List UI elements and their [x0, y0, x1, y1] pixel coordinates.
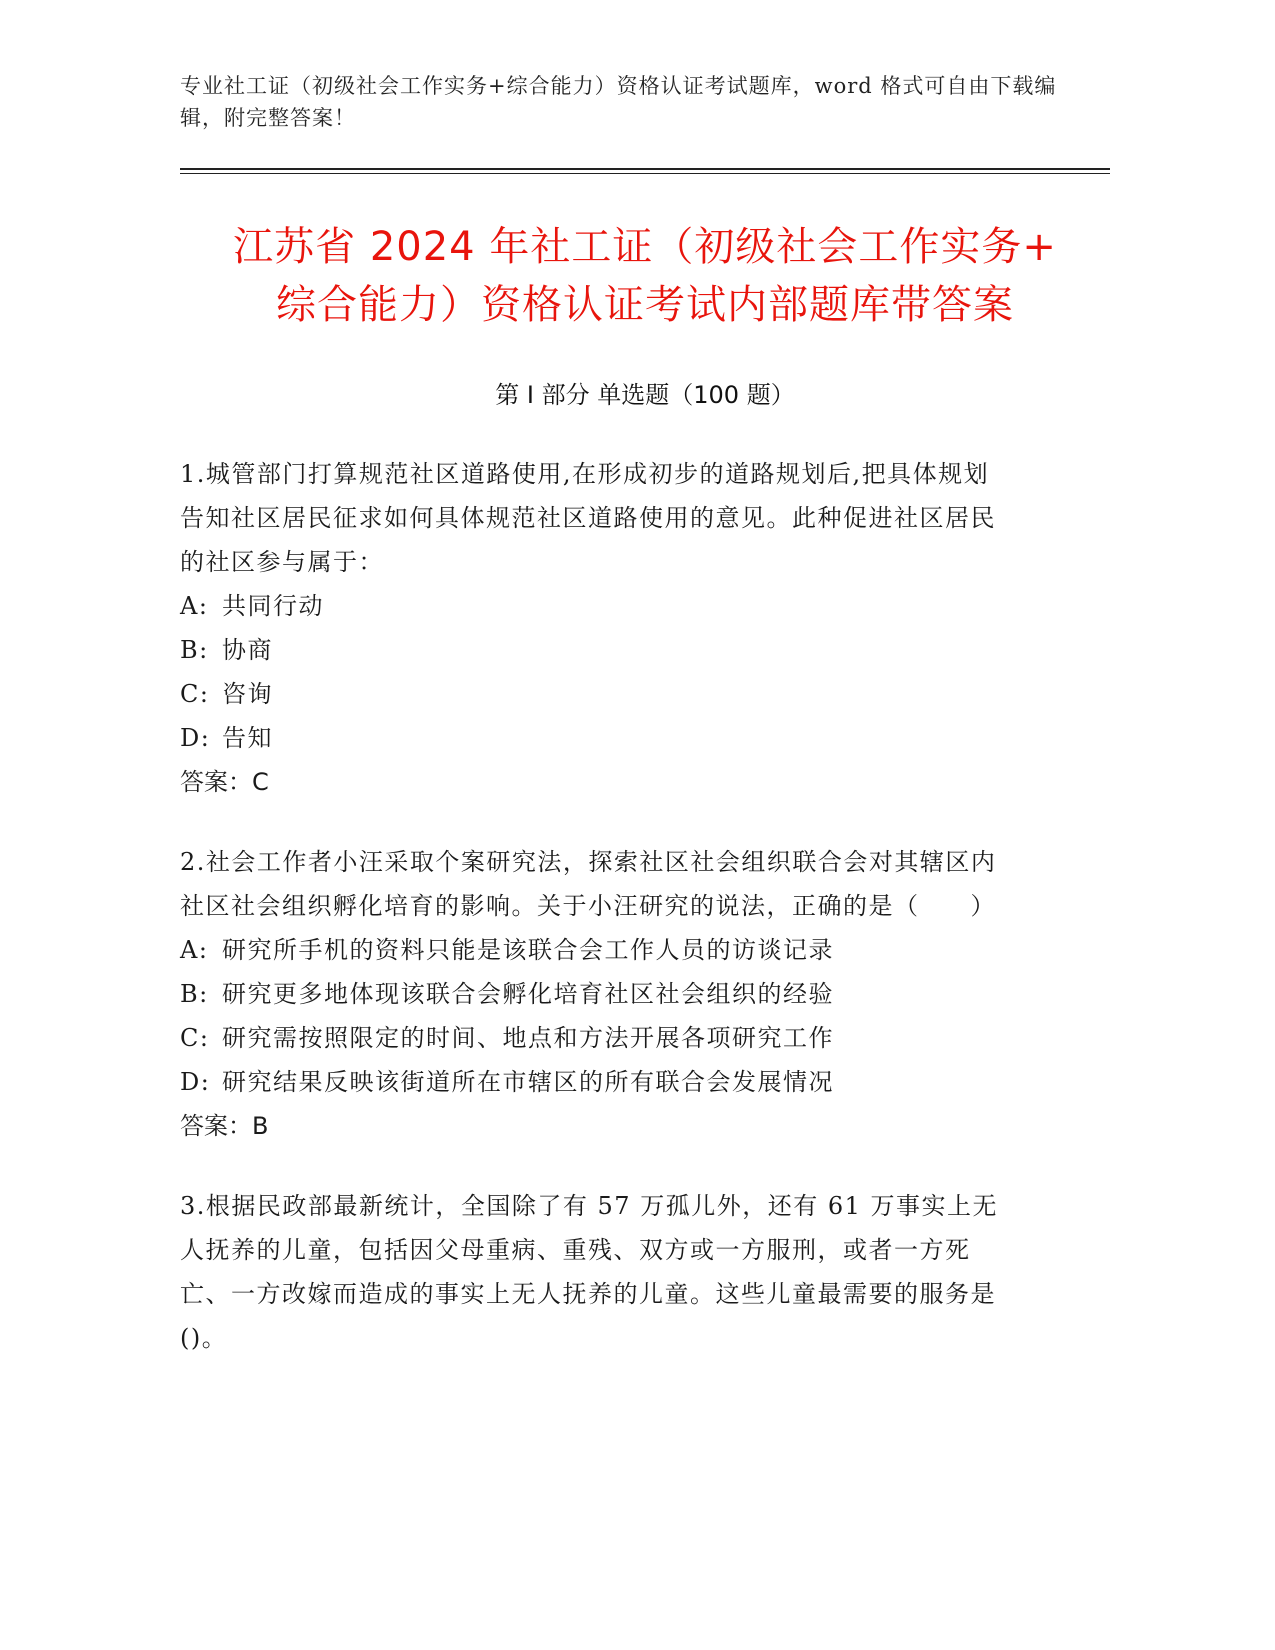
option-b — [180, 972, 1110, 1016]
answer: 答案：C — [180, 768, 269, 796]
question-2 — [180, 840, 1110, 1148]
option-letter: B: — [180, 980, 209, 1008]
question-stem: 1.城管部门打算规范社区道路使用,在形成初步的道路规划后,把具体规划告知社区居民征求如何具体规范社区道路使用的意见。此种促进社区居民的社区参与属于： — [180, 460, 996, 576]
option-text: 研究所手机的资料只能是该联合会工作人员的访谈记录 — [222, 936, 834, 964]
option-text: 咨询 — [222, 680, 273, 708]
section-title: 第 I 部分 单选题（100 题） — [495, 381, 795, 409]
option-letter: C: — [180, 680, 210, 708]
question-3 — [180, 1184, 1110, 1360]
option-letter: B: — [180, 636, 209, 664]
option-text: 告知 — [222, 724, 273, 752]
option-letter: A: — [180, 592, 209, 620]
document-title — [180, 218, 1110, 334]
option-text: 研究更多地体现该联合会孵化培育社区社会组织的经验 — [222, 980, 834, 1008]
answer: 答案：B — [180, 1112, 269, 1140]
option-text: 共同行动 — [222, 592, 324, 620]
option-text: 研究需按照限定的时间、地点和方法开展各项研究工作 — [222, 1024, 834, 1052]
option-a — [180, 928, 1110, 972]
option-c — [180, 672, 1110, 716]
question-stem: 2.社会工作者小汪采取个案研究法，探索社区社会组织联合会对其辖区内社区社会组织孵化培育的影响。关于小汪研究的说法，正确的是（ ） — [180, 848, 997, 920]
document-title-line-2: 综合能力）资格认证考试内部题库带答案 — [276, 282, 1014, 328]
header-note: 专业社工证（初级社会工作实务+综合能力）资格认证考试题库，word 格式可自由下载编辑，附完整答案！ — [180, 74, 1057, 130]
option-c — [180, 1016, 1110, 1060]
question-stem: 3.根据民政部最新统计，全国除了有 57 万孤儿外，还有 61 万事实上无人抚养的儿童，包括因父母重病、重残、双方或一方服刑，或者一方死亡、一方改嫁而造成的事实上无人抚养的儿童。这些儿童最需要的服务是()。 — [180, 1192, 998, 1352]
option-a — [180, 584, 1110, 628]
option-d — [180, 1060, 1110, 1104]
document-page — [180, 70, 1110, 1360]
option-text: 研究结果反映该街道所在市辖区的所有联合会发展情况 — [222, 1068, 834, 1096]
option-letter: A: — [180, 936, 209, 964]
option-letter: C: — [180, 1024, 210, 1052]
option-d — [180, 716, 1110, 760]
option-letter: D: — [180, 724, 211, 752]
header-divider — [180, 168, 1110, 174]
question-1 — [180, 452, 1110, 804]
option-b — [180, 628, 1110, 672]
document-title-line-1: 江苏省 2024 年社工证（初级社会工作实务+ — [233, 224, 1057, 270]
option-letter: D: — [180, 1068, 211, 1096]
option-text: 协商 — [222, 636, 273, 664]
